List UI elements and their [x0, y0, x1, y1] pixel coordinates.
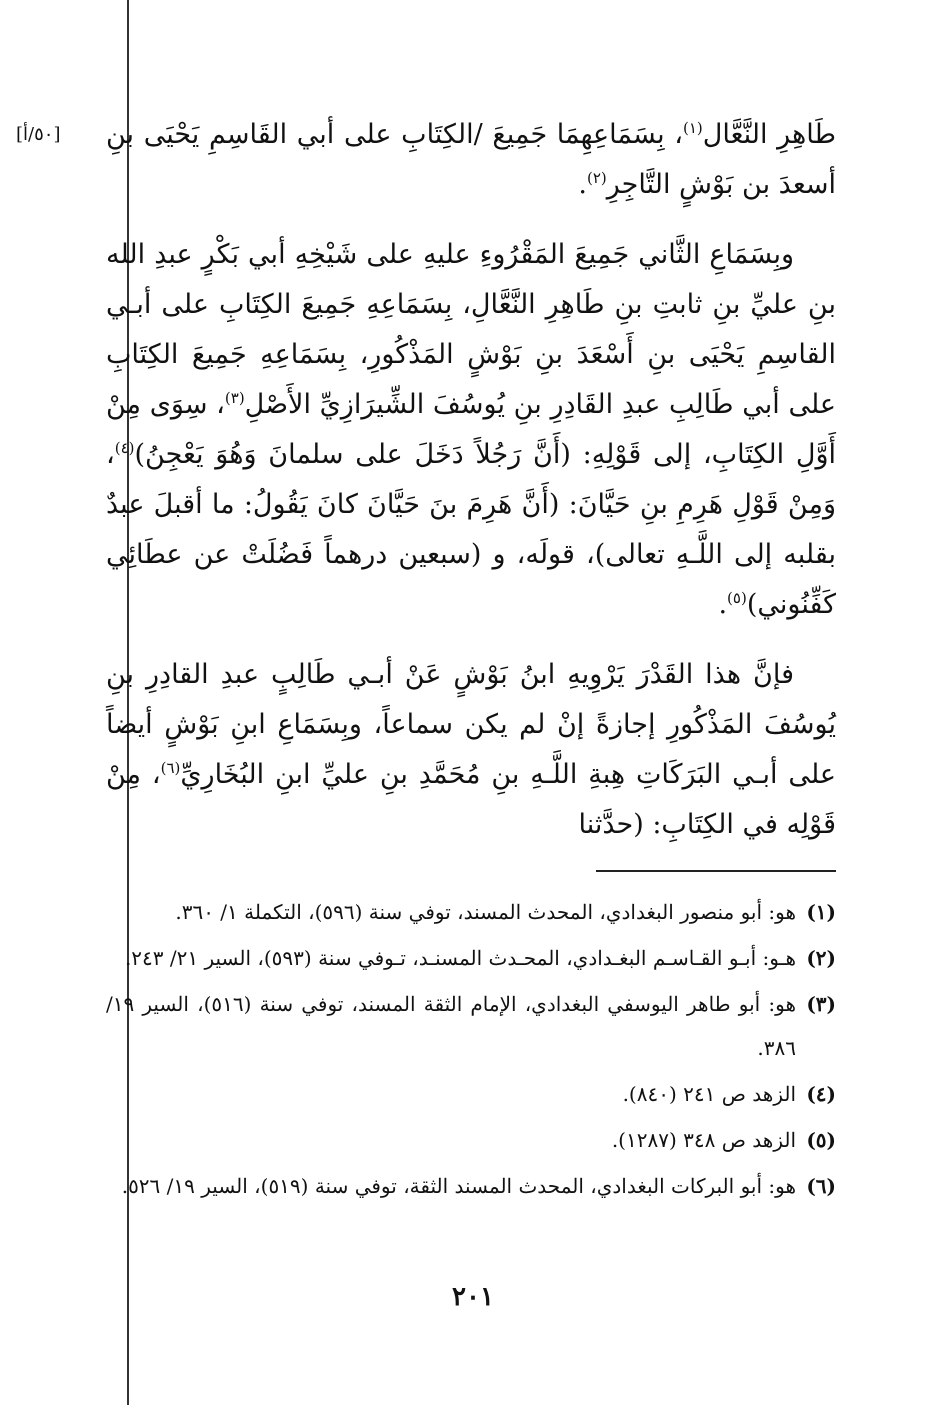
page-content	[106, 110, 836, 1210]
text-run: ، مِنْ قَوْلِه في الكِتَابِ: (حدَّثنا	[106, 759, 836, 840]
footnote-number: (٤)	[806, 1082, 836, 1106]
footnote-text: هـو: أبـو القـاسـم البغـدادي، المحـدث المسنـد، تـوفي سنة (٥٩٣)، السير ٢١/ ٢٤٣.	[124, 946, 796, 970]
footnote-ref: (٢)	[586, 169, 607, 187]
manuscript-folio-note: [٥٠/أ]	[16, 124, 61, 145]
footnote	[106, 1164, 836, 1208]
footnote-ref: (٤)	[114, 439, 135, 457]
paragraph-text	[106, 650, 836, 850]
paragraph-text	[106, 230, 836, 630]
footnote-text: هو: أبو البركات البغدادي، المحدث المسند الثقة، توفي سنة (٥١٩)، السير ١٩/ ٥٢٦.	[121, 1174, 796, 1198]
footnote-number: (٥)	[806, 1128, 836, 1152]
text-run: وبِسَمَاعِ الثَّاني جَمِيعَ المَقْرُوءِ عليهِ على شَيْخِهِ أبي بَكْرٍ عبدِ الله بنِ عليِّ بنِ ثابتِ بنِ طَاهِرِ النَّعَّالِ، بِسَمَاعِهِ جَمِيعَ الكِتَابِ على أبـي القاسِمِ يَحْيَى بنِ أَسْعَدَ بنِ بَوْشٍ المَذْكُورِ، بِسَمَاعِهِ جَمِيعَ الكِتَابِ على أبي طَالِبِ عبدِ القَادِرِ بنِ يُوسُفَ الشِّيرَازِيِّ الأَصْلِ	[106, 239, 836, 420]
paragraph-3	[106, 650, 836, 850]
text-run: ، وَمِنْ قَوْلِ هَرِمِ بنِ حَيَّانَ: (أَنَّ هَرِمَ بنَ حَيَّانَ كانَ يَقُولُ: ما أقبلَ عبدٌ بقلبه إلى اللَّـهِ تعالى)، قولَه، و (سبعين درهماً فَضُلَتْ عن عطَائِي كَفِّنُوني)	[106, 439, 836, 620]
text-run: طَاهِرِ النَّعَّال	[702, 119, 836, 150]
main-text	[106, 110, 836, 850]
footnote-text: هو: أبو طاهر اليوسفي البغدادي، الإمام الثقة المسند، توفي سنة (٥١٦)، السير ١٩/ ٣٨٦.	[106, 992, 796, 1060]
footnote-divider	[596, 870, 836, 872]
footnotes	[106, 890, 836, 1208]
paragraph-2	[106, 230, 836, 630]
footnote-number: (٦)	[806, 1174, 836, 1198]
footnote	[106, 1118, 836, 1162]
text-run: ، بِسَمَاعِهِمَا جَمِيعَ /الكِتَابِ على أبي القَاسِمِ يَحْيَى بنِ أسعدَ بن بَوْشٍ التَّاجِرِ	[106, 119, 836, 200]
page-number: ٢٠١	[452, 1282, 494, 1312]
paragraph-text	[106, 110, 836, 210]
footnote-text: الزهد ص ٢٤١ (٨٤٠).	[622, 1082, 796, 1106]
footnote-text: الزهد ص ٣٤٨ (١٢٨٧).	[611, 1128, 796, 1152]
text-run: .	[578, 169, 587, 200]
footnote	[106, 1072, 836, 1116]
footnote-ref: (١)	[682, 119, 703, 137]
footnote	[106, 982, 836, 1070]
paragraph-1	[106, 110, 836, 210]
footnote-number: (١)	[806, 900, 836, 924]
footnote-number: (٣)	[806, 992, 836, 1016]
footnote-ref: (٣)	[224, 389, 245, 407]
text-run: .	[718, 589, 728, 620]
footnote-text: هو: أبو منصور البغدادي، المحدث المسند، توفي سنة (٥٩٦)، التكملة ١/ ٣٦٠.	[175, 900, 796, 924]
footnote-number: (٢)	[806, 946, 836, 970]
footnote	[106, 890, 836, 934]
footnote-ref: (٦)	[160, 759, 181, 777]
text-run: ، سِوَى مِنْ أَوَّلِ الكِتَابِ، إلى قَوْلِهِ: (أَنَّ رَجُلاً دَخَلَ على سلمانَ وَهُوَ يَعْجِنُ)	[106, 389, 836, 470]
footnote-ref: (٥)	[727, 589, 747, 607]
text-run: فإنَّ هذا القَدْرَ يَرْوِيهِ ابنُ بَوْشٍ عَنْ أبـي طَالِبٍ عبدِ القادِرِ بنِ يُوسُفَ المَذْكُورِ إجازةً إنْ لم يكن سماعاً، وبِسَمَاعِ ابنِ بَوْشٍ أيضاً على أبـي البَرَكَاتِ هِبةِ اللَّـهِ بنِ مُحَمَّدِ بنِ عليِّ ابنِ البُخَارِيِّ	[106, 659, 836, 790]
footnote	[106, 936, 836, 980]
